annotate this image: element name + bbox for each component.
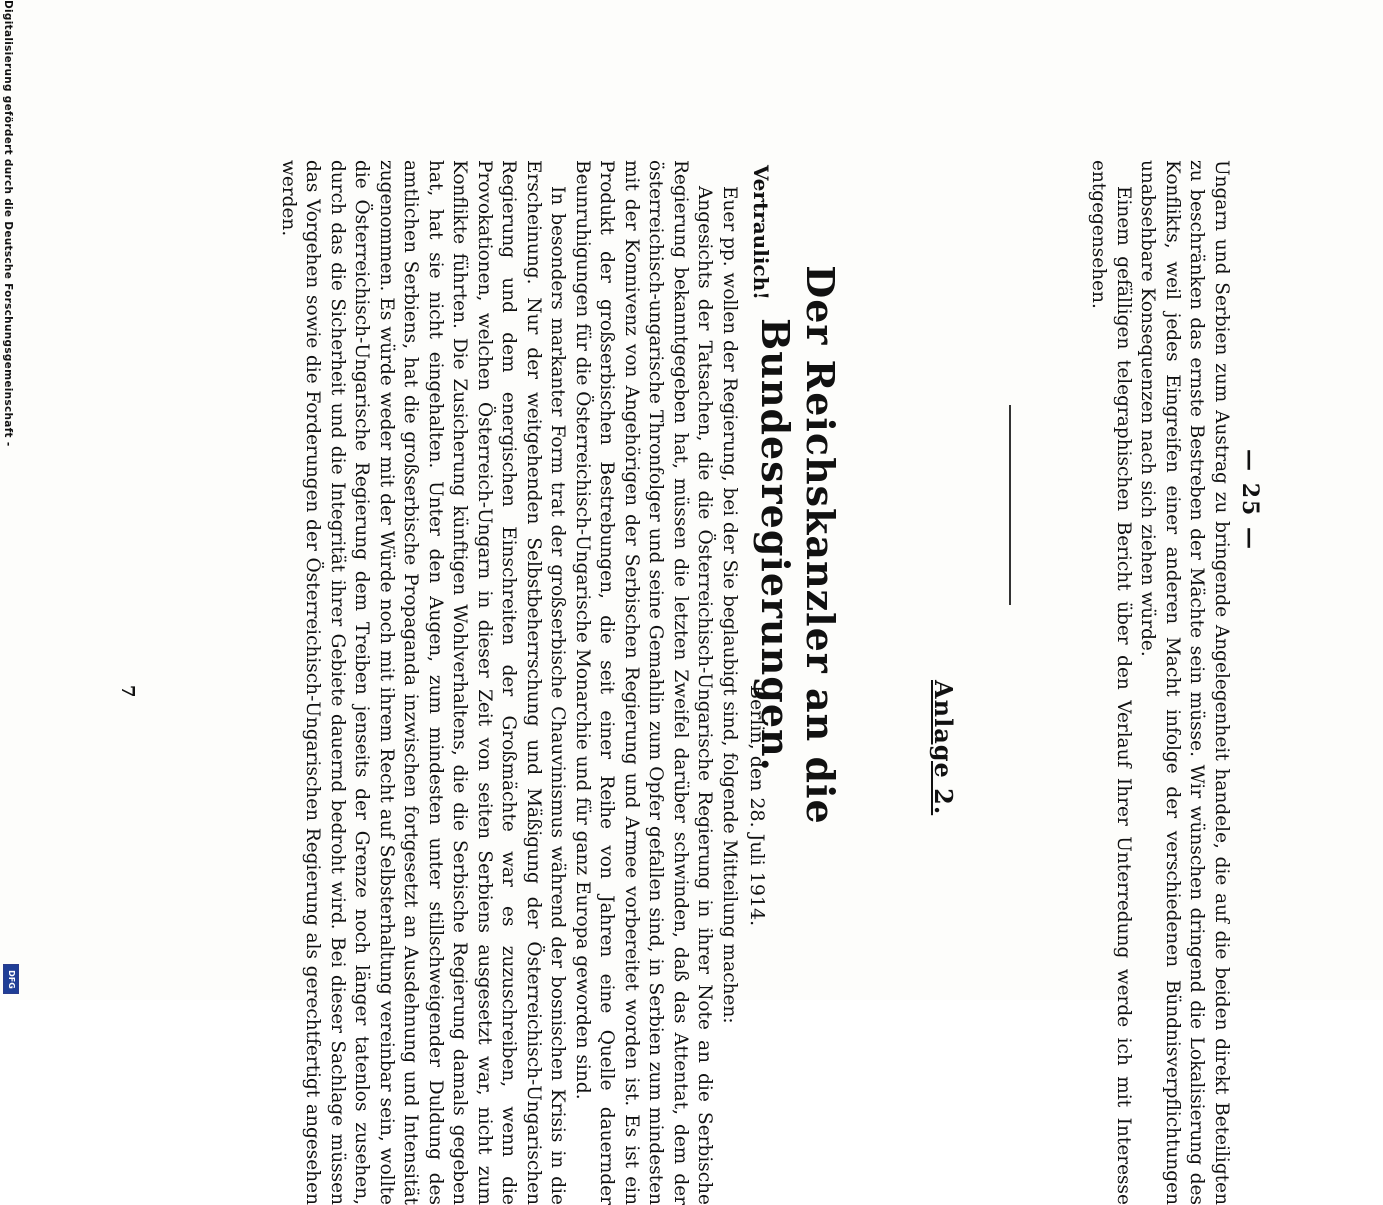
place-date: Berlin, den 28. Juli 1914. <box>746 685 768 927</box>
paragraph-instruction: Euer pp. wollen der Regierung, bei der Sie beglaubigt sind, folgende Mitteilung machen: <box>719 186 740 1024</box>
signature-mark: 7 <box>117 685 138 698</box>
paragraph-crisis: In besonders markanter Form trat der großserbische Chauvinismus während der bosnischen Krisis in die Erscheinung. Nur der weitgehenden Selbstbeherrschung und Mäßigung der Österreichisch-Ungarischen Regierung und dem energischen Einschreiten der Großmächte war es zuzuschreiben, wenn die Provokationen, welchen Österreich-Ungarn in dieser Zeit von seiten Serbiens ausgesetzt war, nicht zum Konflikte führten. Die Zusicherung künftigen Wohlverhaltens, die die Serbische Regierung damals gegeben hat, hat sie nicht eingehalten. Unter den Augen, zum mindesten unter stillschweigender Duldung des amtlichen Serbiens, hat die großserbische Propaganda inzwischen fortgesetzt an Ausdehnung und Intensität zugenommen. Es würde weder mit der Würde noch mit ihrem Recht auf Selbsterhaltung vereinbar sein, wollte die Österreichisch-Ungarische Regierung dem Treiben jenseits der Grenze noch länger tatenlos zusehen, durch das die Sicherheit und die Integrität ihrer Gebiete dauernd bedroht wird. Bei dieser Sachlage müssen das Vorgehen sowie die Forderungen der Österreichisch-Ungarischen Regierung als gerechtfertigt angesehen werden. <box>278 160 569 1205</box>
page-number: — 25 — <box>1237 449 1263 551</box>
dfg-logo <box>3 964 19 994</box>
annex-label: Anlage 2. <box>929 680 958 816</box>
document-heading: Der Reichskanzler an die Bundesregierungen. <box>753 265 843 825</box>
continued-text-block <box>1086 160 1233 1205</box>
digitization-credit <box>0 0 20 1000</box>
paragraph-closing: Einem gefälligen telegraphischen Bericht über den Verlauf Ihrer Unterredung werde ich mit Interesse entgegensehen. <box>1088 160 1134 1205</box>
confidential-label: Vertraulich! <box>749 165 773 300</box>
paragraph-facts: Angesichts der Tatsachen, die die Österreichisch-Ungarische Regierung in ihrer Note an die Serbische Regierung bekanntgegeben hat, müssen die letzten Zweifel darüber schwinden, daß das Attentat, dem der österreichisch-ungarische Thronfolger und seine Gemahlin zum Opfer gefallen sind, in Serbien zum mindesten mit der Konnivenz von Angehörigen der Serbischen Regierung und Armee vorbereitet worden ist. Es ist ein Produkt der großserbischen Bestrebungen, die seit einer Reihe von Jahren eine Quelle dauernder Beunruhigungen für die Österreichisch-Ungarische Monarchie und für ganz Europa geworden sind. <box>572 160 716 1205</box>
paragraph-continued: Ungarn und Serbien zum Austrag zu bringende Angelegenheit handele, die auf die beiden direkt Beteiligten zu beschränken das ernste Bestreben der Mächte sein müsse. Wir wünschen dringend die Lokalisierung des Konflikts, weil jedes Eingreifen einer anderen Macht infolge der verschiedenen Bündnisverpflichtungen unabsehbare Konsequenzen nach sich ziehen würde. <box>1137 160 1232 1205</box>
main-text-block <box>276 160 742 1205</box>
dfg-logo-text: DFG <box>6 969 16 989</box>
credit-text: Digitalisierung gefördert durch die Deutsche Forschungsgemeinschaft - <box>2 0 14 447</box>
separator-rule <box>1009 405 1011 605</box>
